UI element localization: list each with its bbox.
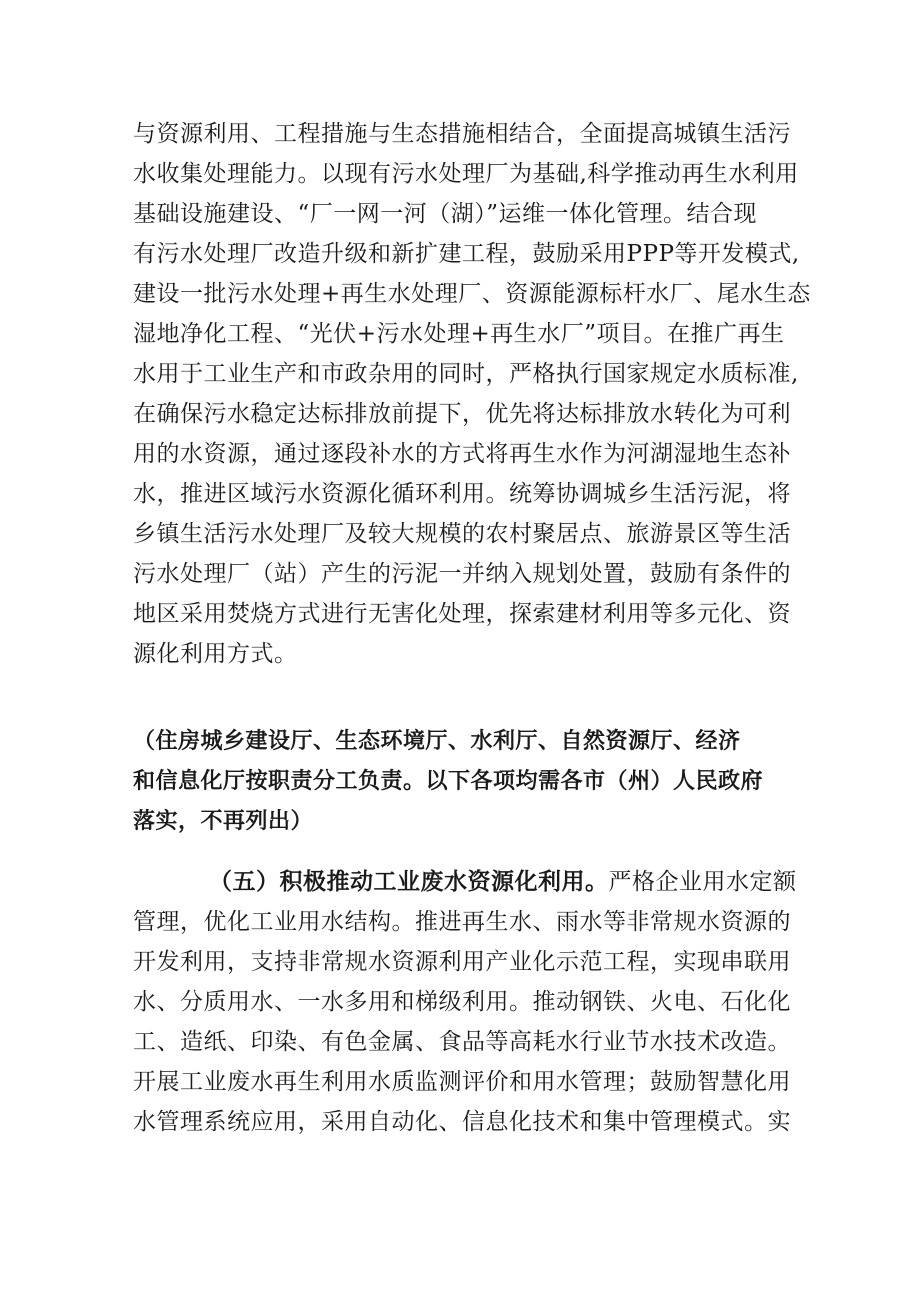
text-line: 水管理系统应用，采用自动化、信息化技术和集中管理模式。实 [133,1109,791,1135]
text-line: 地区采用焚烧方式进行无害化处理，探索建材利用等多元化、资 [133,601,791,627]
text-line: （住房城乡建设厅、生态环境厅、水利厅、自然资源厅、经济 [133,729,741,754]
text-line: 建设一批污水处理+再生水处理厂、资源能源标杆水厂、尾水生态 [133,281,811,307]
text-line: 开展工业废水再生利用水质监测评价和用水管理；鼓励智慧化用 [133,1069,791,1095]
section-heading: （五）积极推动工业废水资源化利用。 [209,869,609,895]
text-line: 水用于工业生产和市政杂用的同时，严格执行国家规定水质标准, [133,361,799,387]
text-line: 水、分质用水、一水多用和梯级利用。推动钢铁、火电、石化化 [133,989,791,1015]
text-line: 源化利用方式。 [133,641,298,667]
text-line: 和信息化厅按职责分工负责。以下各项均需各市（州）人民政府 [133,769,764,794]
text-line: 落实，不再列出） [133,809,314,834]
text-line: 水，推进区域污水资源化循环利用。统筹协调城乡生活污泥，将 [133,481,791,507]
text-line: 有污水处理厂改造升级和新扩建工程，鼓励采用PPP等开发模式, [133,241,800,267]
text-line: 基础设施建设、“厂一网一河（湖）”运维一体化管理。结合现 [133,201,758,227]
text-line-first [133,862,795,902]
text-line: 在确保污水稳定达标排放前提下，优先将达标排放水转化为可利 [133,401,791,427]
body-paragraph-1 [133,114,811,674]
text-run: 严格企业用水定额 [608,869,797,895]
responsibility-note [133,722,795,842]
text-line: 开发利用，支持非常规水资源利用产业化示范工程，实现串联用 [133,949,791,975]
text-line: 与资源利用、工程措施与生态措施相结合，全面提高城镇生活污 [133,121,791,147]
text-line: 湿地净化工程、“光伏+污水处理+再生水厂”项目。在推广再生 [133,321,785,347]
text-line: 工、造纸、印染、有色金属、食品等高耗水行业节水技术改造。 [133,1029,791,1055]
text-line: 管理，优化工业用水结构。推进再生水、雨水等非常规水资源的 [133,909,791,935]
text-line: 水收集处理能力。以现有污水处理厂为基础,科学推动再生水利用 [133,161,799,187]
body-paragraph-3 [133,862,795,1142]
text-line: 用的水资源，通过逐段补水的方式将再生水作为河湖湿地生态补 [133,441,791,467]
text-line: 乡镇生活污水处理厂及较大规模的农村聚居点、旅游景区等生活 [133,521,791,547]
text-line: 污水处理厂（站）产生的污泥一并纳入规划处置，鼓励有条件的 [133,561,791,587]
